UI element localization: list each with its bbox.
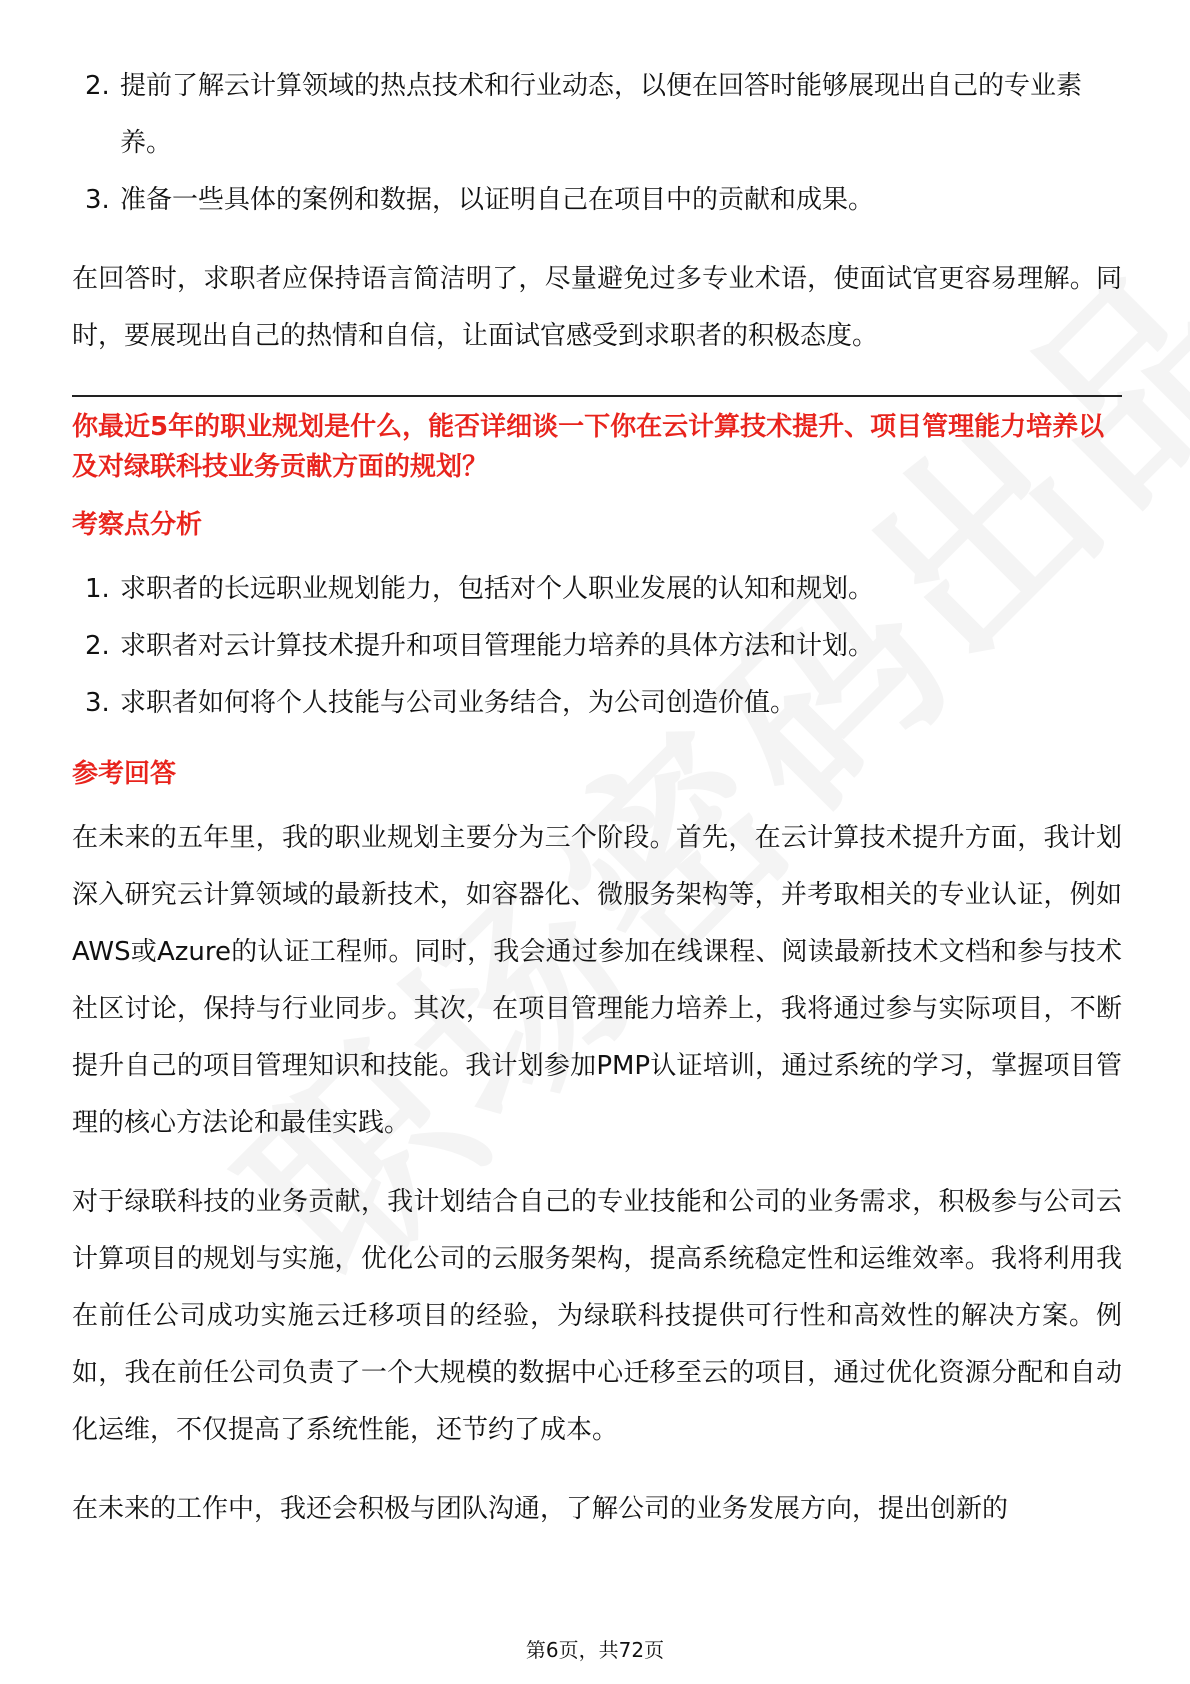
intro-paragraph: 在回答时，求职者应保持语言简洁明了，尽量避免过多专业术语，使面试官更容易理解。同时，要展现出自己的热情和自信，让面试官感受到求职者的积极态度。 [72,264,1122,351]
list-item-text: 求职者如何将个人技能与公司业务结合，为公司创造价值。 [120,688,797,718]
page-content [72,58,1122,1538]
list-item-number: 2. [85,71,110,101]
answer-paragraph: 在未来的五年里，我的职业规划主要分为三个阶段。首先，在云计算技术提升方面，我计划深入研究云计算领域的最新技术，如容器化、微服务架构等，并考取相关的专业认证，例如AWS或Azure的认证工程师。同时，我会通过参加在线课程、阅读最新技术文档和参与技术社区讨论，保持与行业同步。其次，在项目管理能力培养上，我将通过参与实际项目，不断提升自己的项目管理知识和技能。我计划参加PMP认证培训，通过系统的学习，掌握项目管理的核心方法论和最佳实践。 [72,823,1122,1138]
list-item [72,618,1122,675]
analysis-title: 考察点分析 [72,510,203,540]
list-item-number: 1. [85,574,110,604]
list-item [72,675,1122,732]
question-heading: 你最近5年的职业规划是什么，能否详细谈一下你在云计算技术提升、项目管理能力培养以及对绿联科技业务贡献方面的规划？ [72,412,1105,482]
list-item-number: 3. [85,688,110,718]
list-item [72,58,1122,172]
list-item-text: 提前了解云计算领域的热点技术和行业动态，以便在回答时能够展现出自己的专业素养。 [120,71,1083,158]
list-item-number: 2. [85,631,110,661]
list-item [72,172,1122,229]
list-item-text: 准备一些具体的案例和数据，以证明自己在项目中的贡献和成果。 [120,185,875,215]
analysis-list [72,561,1122,732]
list-item-text: 求职者对云计算技术提升和项目管理能力培养的具体方法和计划。 [120,631,875,661]
list-item-number: 3. [85,185,110,215]
answer-paragraph: 在未来的工作中，我还会积极与团队沟通，了解公司的业务发展方向，提出创新的 [72,1494,1009,1524]
page-number-footer: 第6页，共72页 [525,1638,665,1662]
list-item [72,561,1122,618]
answer-title: 参考回答 [72,759,177,789]
list-item-text: 求职者的长远职业规划能力，包括对个人职业发展的认知和规划。 [120,574,875,604]
section-divider [72,395,1122,397]
answer-paragraph: 对于绿联科技的业务贡献，我计划结合自己的专业技能和公司的业务需求，积极参与公司云计算项目的规划与实施，优化公司的云服务架构，提高系统稳定性和运维效率。我将利用我在前任公司成功实施云迁移项目的经验，为绿联科技提供可行性和高效性的解决方案。例如，我在前任公司负责了一个大规模的数据中心迁移至云的项目，通过优化资源分配和自动化运维，不仅提高了系统性能，还节约了成本。 [72,1187,1122,1445]
top-list [72,58,1122,229]
